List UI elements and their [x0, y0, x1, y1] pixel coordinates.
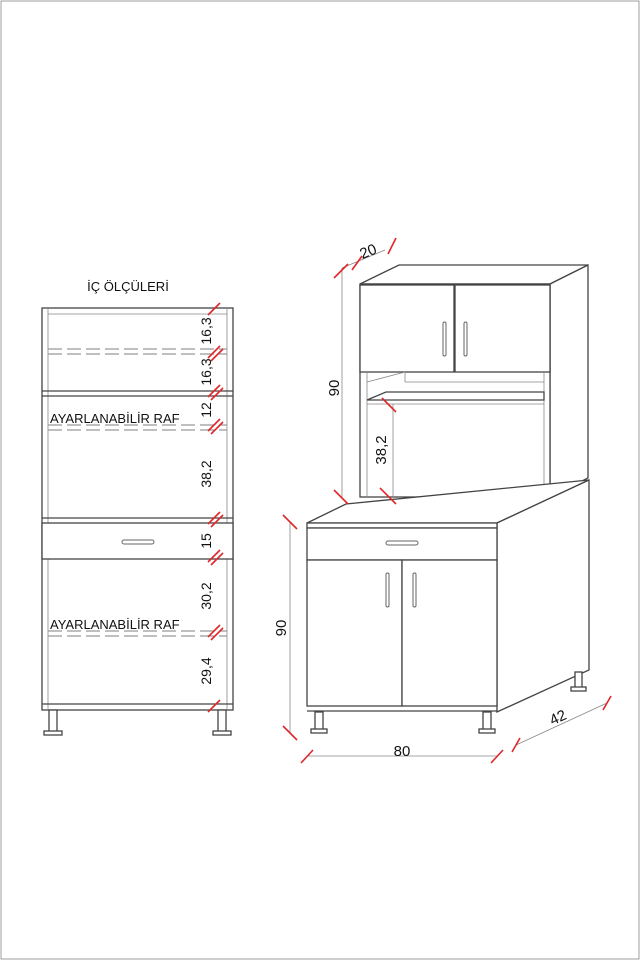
dim-base-height: 90: [273, 619, 290, 637]
hutch-door-right-handle: [464, 322, 467, 356]
interior-leg-left: [49, 710, 57, 732]
adjustable-shelf-label-upper: AYARLANABİLİR RAF: [50, 411, 180, 426]
interior-view: [42, 279, 233, 735]
interior-drawer-handle: [122, 540, 154, 544]
dim-interior-third-shelf: 12: [198, 402, 214, 418]
interior-title: İÇ ÖLÇÜLERİ: [87, 279, 169, 294]
adjustable-shelf-label-lower: AYARLANABİLİR RAF: [50, 617, 180, 632]
base-drawer-handle: [386, 541, 418, 545]
base-leg-front-right: [483, 712, 491, 730]
dim-interior-second-shelf: 16,3: [198, 358, 214, 386]
dim-interior-lower-shelf: 30,2: [198, 582, 214, 610]
interior-leg-right: [218, 710, 226, 732]
base-foot-back-right: [571, 687, 586, 691]
base-door-right-handle: [413, 573, 416, 607]
hutch-top-face: [360, 265, 588, 284]
interior-foot-right: [213, 731, 231, 735]
interior-foot-left: [44, 731, 62, 735]
base-leg-front-left: [315, 712, 323, 730]
base-door-left-handle: [386, 573, 389, 607]
dim-interior-niche: 38,2: [198, 460, 214, 488]
exterior-view: [273, 238, 611, 763]
hutch-door-left-handle: [443, 322, 446, 356]
hutch-door-right: [455, 285, 550, 372]
dim-width: 80: [393, 743, 411, 760]
dim-depth: 42: [546, 706, 570, 730]
dim-interior-top-shelf: 16,3: [198, 317, 214, 345]
dim-hutch-depth: 20: [357, 240, 380, 263]
hutch-niche-shelf: [367, 392, 544, 400]
dim-niche-height: 38,2: [373, 435, 390, 465]
dim-interior-bottom-shelf: 29,4: [198, 657, 214, 685]
dim-interior-drawer: 15: [198, 533, 214, 549]
base-leg-back-right: [575, 672, 582, 688]
base-foot-front-left: [311, 729, 327, 733]
base-foot-front-right: [479, 729, 495, 733]
dim-hutch-height: 90: [326, 379, 343, 397]
hutch-right-side: [550, 265, 588, 497]
base-countertop-front: [307, 523, 497, 528]
hutch-door-left: [360, 285, 454, 372]
